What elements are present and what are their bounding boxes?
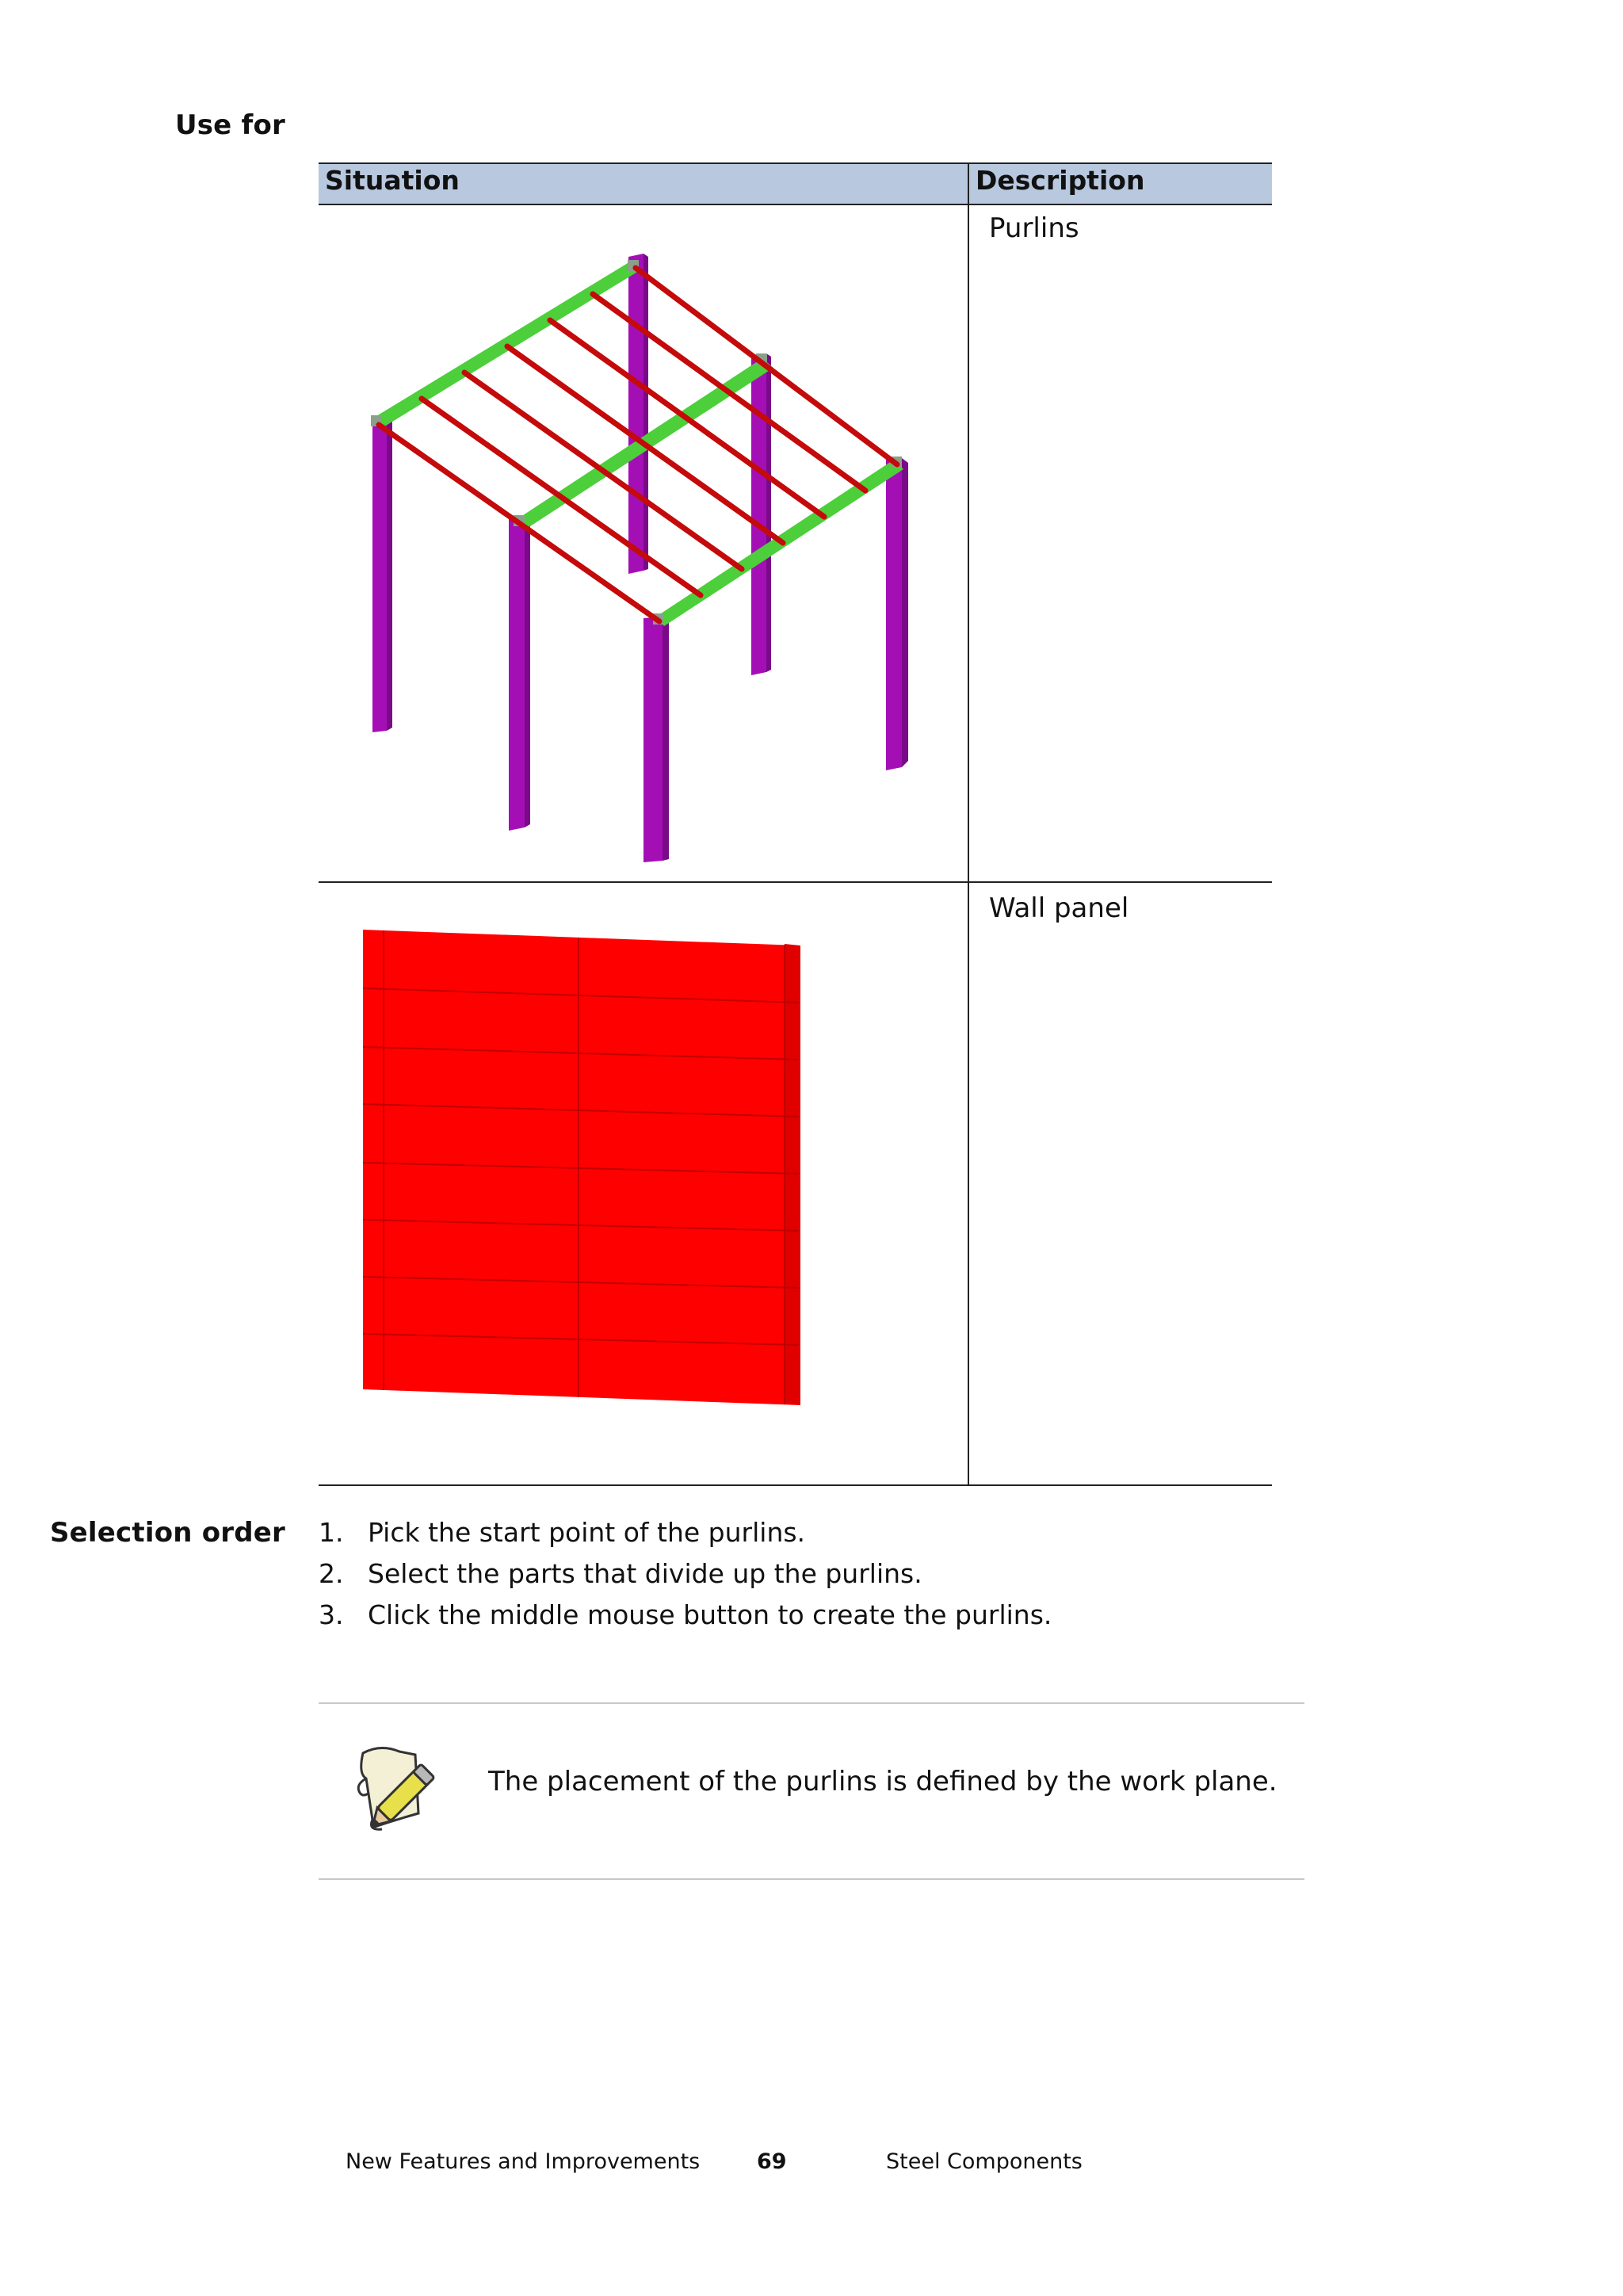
list-item-text: Click the middle mouse button to create the purlins.	[368, 1599, 1052, 1630]
list-item	[319, 1599, 1052, 1630]
table-header-situation: Situation	[325, 165, 460, 196]
list-item-number: 3.	[319, 1599, 344, 1630]
page-number: 69	[757, 2149, 787, 2174]
purlins-frame-illustration	[349, 238, 935, 872]
list-item-text: Pick the start point of the purlins.	[368, 1517, 806, 1548]
selection-order-heading: Selection order	[49, 1517, 285, 1549]
list-item-text: Select the parts that divide up the purlins.	[368, 1558, 922, 1589]
list-item	[319, 1517, 805, 1548]
footer-right: Steel Components	[886, 2149, 1083, 2174]
table-header-description: Description	[976, 165, 1145, 196]
row-1-description: Purlins	[989, 212, 1079, 244]
note-pencil-icon	[349, 1737, 452, 1840]
note-text: The placement of the purlins is defined by the work plane.	[488, 1766, 1277, 1797]
list-item-number: 2.	[319, 1558, 344, 1589]
list-item-number: 1.	[319, 1517, 344, 1548]
table-column-divider	[968, 162, 969, 1486]
table-row-divider	[319, 881, 1272, 883]
note-top-rule	[319, 1702, 1304, 1704]
row-2-description: Wall panel	[989, 892, 1129, 924]
use-for-heading: Use for	[174, 109, 285, 141]
table-bottom-border	[319, 1484, 1272, 1486]
table-header-border	[319, 204, 1272, 205]
list-item	[319, 1558, 922, 1589]
footer-left: New Features and Improvements	[346, 2149, 701, 2174]
wall-panel-illustration	[349, 923, 824, 1431]
note-bottom-rule	[319, 1878, 1304, 1880]
